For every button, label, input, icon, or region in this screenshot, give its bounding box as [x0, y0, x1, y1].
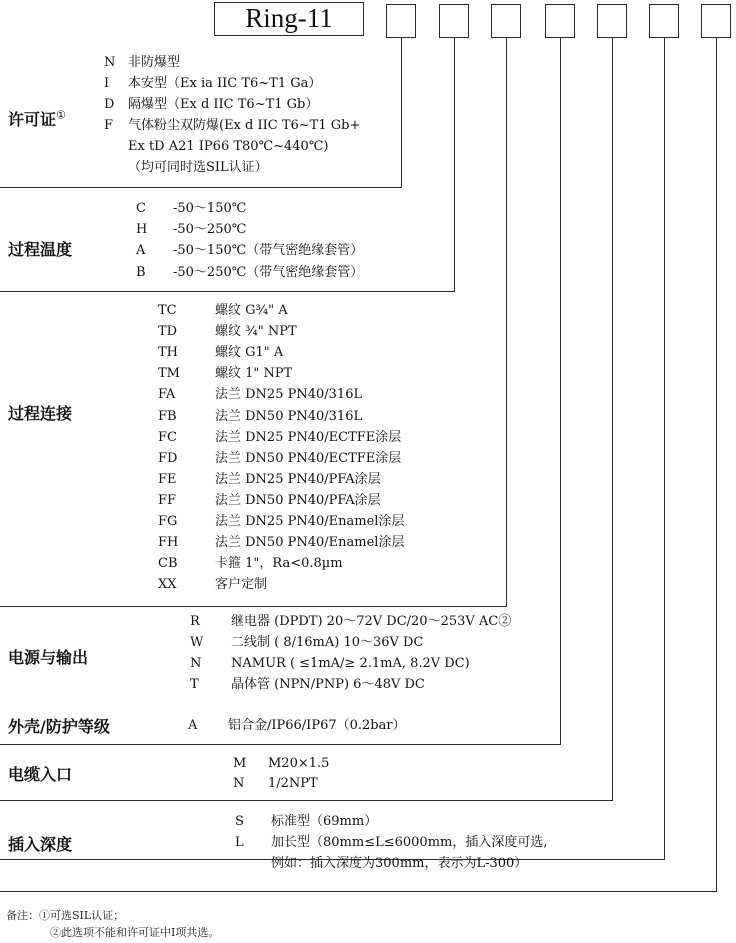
option-code: T	[190, 677, 199, 692]
option-description: 铝合金/IP66/IP67（0.2bar）	[228, 718, 406, 733]
option-code: N	[104, 55, 116, 70]
option-code: N	[190, 656, 202, 671]
section-title-text: 外壳/防护等级	[8, 717, 110, 736]
connector-vertical-insertion_depth	[716, 38, 717, 891]
connector-horizontal-power_output	[0, 744, 561, 745]
option-description: 加长型（80mm≤L≤6000mm，插入深度可选,	[271, 835, 548, 850]
section-title-license	[8, 107, 66, 130]
option-code: A	[188, 718, 198, 733]
option-code: S	[235, 814, 244, 829]
option-description: 客户定制	[215, 577, 268, 593]
section-title-process_connection	[8, 401, 72, 424]
section-title-text: 过程连接	[8, 404, 73, 423]
connector-vertical-process_connection	[506, 38, 507, 606]
code-box-cable_entry[interactable]	[649, 4, 679, 38]
connector-vertical-housing	[612, 38, 613, 800]
connector-horizontal-process_temp	[0, 291, 455, 292]
option-code: R	[190, 614, 200, 629]
note-line-1: 备注：①可选SIL认证；	[6, 909, 125, 922]
option-description: 法兰 DN25 PN40/Enamel涂层	[215, 514, 405, 529]
section-title-text: 电源与输出	[8, 648, 89, 667]
option-code: I	[104, 76, 110, 91]
section-title-text: 插入深度	[8, 835, 73, 854]
code-box-housing[interactable]	[597, 4, 627, 38]
option-code: TH	[158, 345, 179, 361]
option-code: FH	[158, 535, 179, 551]
model-code-box	[214, 2, 364, 36]
option-code: D	[104, 97, 115, 112]
option-description: M20×1.5	[268, 756, 330, 771]
section-title-footnote-mark: ①	[56, 108, 66, 122]
option-code: N	[233, 776, 245, 791]
model-code-label: Ring-11	[245, 3, 333, 33]
option-description: 螺纹 ¾" NPT	[215, 324, 297, 340]
option-description: 螺纹 1" NPT	[215, 366, 293, 382]
option-description: 法兰 DN50 PN40/Enamel涂层	[215, 535, 405, 551]
option-description: NAMUR ( ≤1mA/≥ 2.1mA, 8.2V DC)	[231, 656, 470, 671]
section-title-text: 许可证	[8, 110, 57, 129]
option-description: -50～150℃（带气密绝缘套管）	[173, 243, 364, 259]
option-code: FC	[158, 429, 177, 445]
connector-horizontal-housing	[0, 800, 613, 801]
option-code: TC	[158, 303, 177, 318]
section-title-text: 电缆入口	[8, 765, 73, 784]
option-code: FE	[158, 471, 177, 487]
section-title-housing	[8, 714, 110, 737]
option-description: 法兰 DN25 PN40/316L	[215, 387, 363, 403]
option-code: CB	[158, 556, 178, 572]
option-code: FA	[158, 387, 176, 403]
option-code: XX	[158, 577, 177, 593]
code-box-process_temp[interactable]	[439, 4, 469, 38]
option-description: 继电器 (DPDT) 20～72V DC/20～253V AC②	[231, 614, 512, 629]
option-code: W	[190, 635, 204, 650]
option-description: 标准型（69mm）	[271, 814, 378, 829]
option-code: M	[233, 756, 247, 771]
code-box-insertion_depth[interactable]	[701, 4, 731, 38]
option-description: 1/2NPT	[268, 776, 318, 791]
note-line-2: ②此选项不能和许可证中I项共选。	[50, 926, 220, 939]
option-description: 气体粉尘双防爆(Ex d IIC T6~T1 Gb+	[128, 118, 361, 133]
option-description: 例如：插入深度为300mm，表示为L-300）	[271, 856, 528, 871]
option-description: 法兰 DN50 PN40/ECTFE涂层	[215, 450, 402, 466]
option-code: F	[104, 118, 114, 133]
section-title-cable_entry	[8, 762, 72, 785]
option-description: Ex tD A21 IP66 T80℃~440℃)	[128, 139, 329, 154]
option-description: （均可同时选SIL认证）	[128, 160, 268, 175]
option-code: A	[136, 243, 146, 259]
option-code: C	[136, 201, 146, 216]
connector-vertical-cable_entry	[664, 38, 665, 859]
section-title-insertion_depth	[8, 832, 72, 855]
option-code: B	[136, 264, 146, 280]
option-description: 非防爆型	[128, 55, 181, 70]
connector-vertical-license	[401, 38, 402, 187]
option-description: 卡箍 1"，Ra<0.8µm	[215, 556, 343, 572]
option-description: 法兰 DN25 PN40/PFA涂层	[215, 471, 381, 487]
option-description: 法兰 DN25 PN40/ECTFE涂层	[215, 429, 402, 445]
section-title-text: 过程温度	[8, 240, 73, 259]
connector-vertical-power_output	[560, 38, 561, 744]
option-description: 法兰 DN50 PN40/PFA涂层	[215, 492, 381, 508]
option-description: 法兰 DN50 PN40/316L	[215, 408, 363, 424]
option-code: FG	[158, 514, 178, 529]
option-code: H	[136, 222, 148, 238]
connector-vertical-process_temp	[454, 38, 455, 291]
option-code: FD	[158, 450, 178, 466]
section-title-power_output	[8, 645, 88, 668]
option-description: -50～250℃	[173, 222, 247, 238]
option-description: -50～150℃	[173, 201, 247, 216]
code-box-license[interactable]	[386, 4, 416, 38]
option-code: L	[235, 835, 244, 850]
connector-horizontal-license	[0, 187, 402, 188]
option-description: 晶体管 (NPN/PNP) 6～48V DC	[231, 677, 425, 692]
code-box-process_connection[interactable]	[491, 4, 521, 38]
option-description: 螺纹 G¾" A	[215, 303, 288, 318]
option-description: 隔爆型（Ex d IIC T6~T1 Gb）	[128, 97, 319, 112]
option-description: 螺纹 G1" A	[215, 345, 284, 361]
option-code: FF	[158, 492, 177, 508]
section-title-process_temp	[8, 237, 72, 260]
connector-horizontal-insertion_depth	[0, 891, 717, 892]
option-description: 本安型（Ex ia IIC T6~T1 Ga）	[128, 76, 322, 91]
option-code: TD	[158, 324, 178, 340]
option-code: FB	[158, 408, 177, 424]
option-description: -50～250℃（带气密绝缘套管）	[173, 264, 364, 280]
option-code: TM	[158, 366, 180, 382]
connector-horizontal-process_connection	[0, 606, 507, 607]
option-description: 二线制 ( 8/16mA) 10～36V DC	[231, 635, 424, 650]
code-box-power_output[interactable]	[545, 4, 575, 38]
